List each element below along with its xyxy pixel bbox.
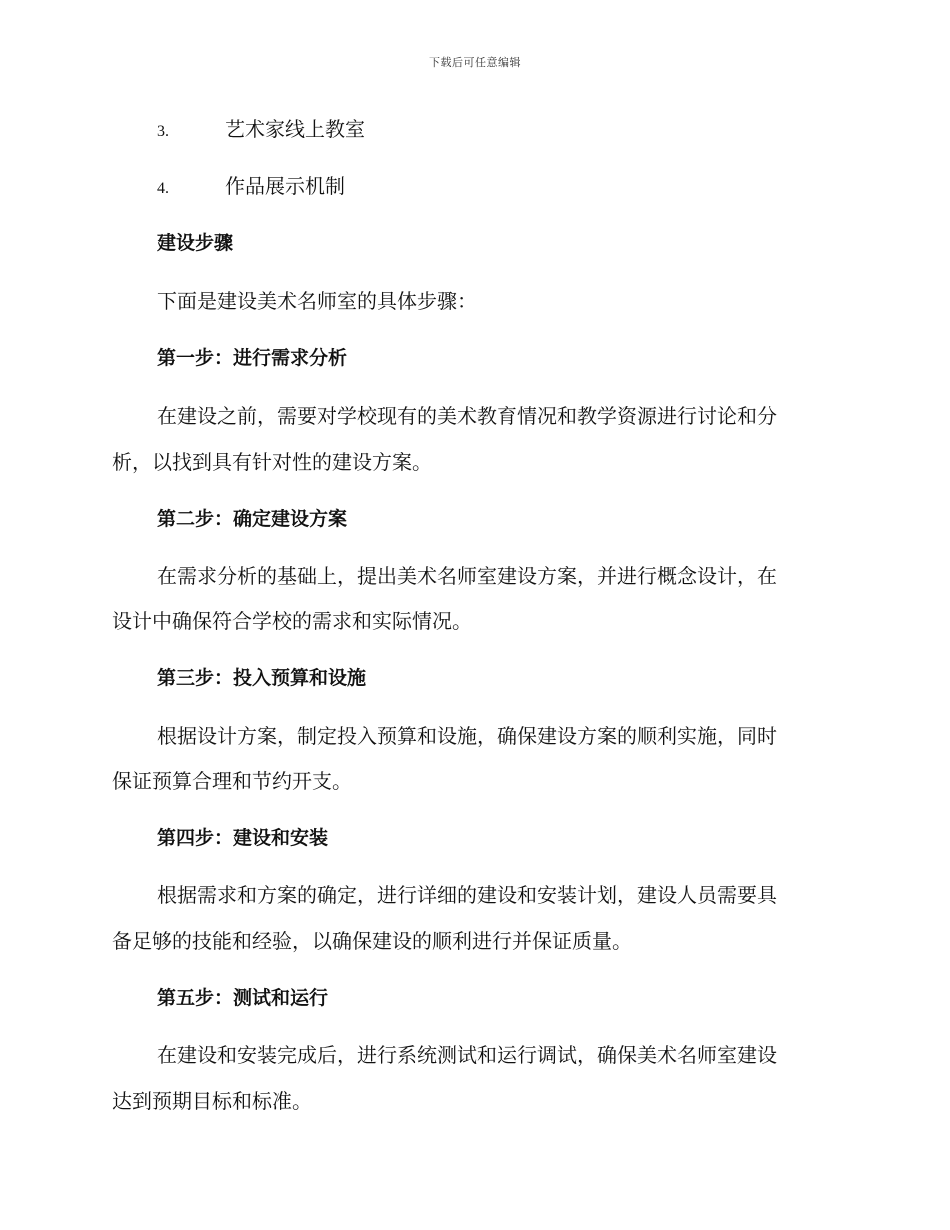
- step-paragraph-line: 达到预期目标和标准。: [112, 1089, 312, 1113]
- step-paragraph-line: 备足够的技能和经验，以确保建设的顺利进行并保证质量。: [112, 929, 632, 953]
- step-title: 第三步：投入预算和设施: [157, 667, 367, 689]
- step-paragraph-line: 析，以找到具有针对性的建设方案。: [112, 450, 432, 474]
- step-title: 第五步：测试和运行: [157, 987, 329, 1009]
- step-title: 第四步：建设和安装: [157, 827, 329, 849]
- step-paragraph-line: 在建设和安装完成后，进行系统测试和运行调试，确保美术名师室建设: [157, 1043, 777, 1067]
- step-title: 第一步：进行需求分析: [157, 347, 348, 369]
- section-intro: 下面是建设美术名师室的具体步骤：: [157, 289, 477, 313]
- list-item: [157, 116, 365, 142]
- step-paragraph-line: 根据需求和方案的确定，进行详细的建设和安装计划，建设人员需要具: [157, 883, 777, 907]
- section-title: 建设步骤: [157, 232, 234, 254]
- step-paragraph-line: 保证预算合理和节约开支。: [112, 769, 352, 793]
- list-item: [157, 173, 345, 199]
- step-paragraph-line: 在建设之前，需要对学校现有的美术教育情况和教学资源进行讨论和分: [157, 404, 777, 428]
- list-item-number: 3.: [157, 123, 169, 140]
- step-paragraph-line: 根据设计方案，制定投入预算和设施，确保建设方案的顺利实施，同时: [157, 724, 777, 748]
- list-item-number: 4.: [157, 180, 169, 197]
- page-header: 下载后可任意编辑: [429, 56, 521, 69]
- list-item-text: 作品展示机制: [225, 174, 345, 198]
- step-paragraph-line: 在需求分析的基础上，提出美术名师室建设方案，并进行概念设计，在: [157, 564, 777, 588]
- step-paragraph-line: 设计中确保符合学校的需求和实际情况。: [112, 609, 472, 633]
- list-item-text: 艺术家线上教室: [225, 117, 365, 141]
- step-title: 第二步：确定建设方案: [157, 508, 348, 530]
